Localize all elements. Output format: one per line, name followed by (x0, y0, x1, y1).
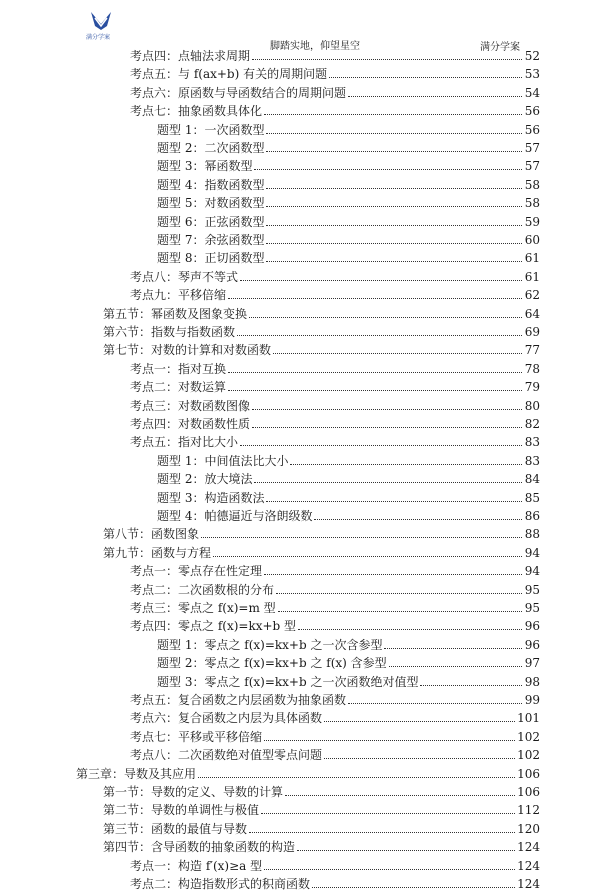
toc-entry[interactable] (157, 506, 540, 524)
toc-dot-leader (290, 464, 522, 465)
toc-entry[interactable] (130, 745, 540, 763)
toc-entry[interactable] (130, 285, 540, 303)
logo-caption: 满分学案 (86, 34, 111, 41)
toc-dot-leader (285, 795, 515, 796)
toc-entry[interactable] (130, 64, 540, 82)
toc-dot-leader (228, 298, 522, 299)
toc-entry-title: 题型 3：构造函数法 (157, 490, 265, 505)
toc-dot-leader (384, 648, 522, 649)
toc-entry[interactable] (103, 819, 540, 837)
toc-dot-leader (264, 869, 515, 870)
toc-entry[interactable] (130, 432, 540, 450)
toc-entry-page: 77 (524, 343, 540, 358)
toc-entry-title: 第三章：导数及其应用 (76, 766, 197, 781)
toc-entry-page: 56 (524, 104, 540, 119)
toc-dot-leader (228, 390, 522, 391)
toc-entry[interactable] (130, 580, 540, 598)
toc-entry-page: 94 (524, 545, 540, 560)
toc-entry-page: 52 (524, 49, 540, 63)
toc-entry[interactable] (157, 248, 540, 266)
toc-entry[interactable] (103, 837, 540, 855)
toc-entry[interactable] (157, 212, 540, 230)
toc-entry-title: 第四节：含导函数的抽象函数的构造 (103, 840, 296, 855)
toc-dot-leader (254, 169, 522, 170)
toc-entry-title: 第一节：导数的定义、导数的计算 (103, 785, 284, 799)
toc-entry-page: 64 (524, 306, 540, 321)
toc-entry[interactable] (130, 46, 540, 64)
toc-entry-title: 题型 5：对数函数型 (157, 196, 265, 211)
toc-entry[interactable] (103, 800, 540, 818)
toc-entry-title: 题型 4：帕德逼近与洛朗级数 (157, 509, 313, 523)
toc-entry-title: 题型 4：指数函数型 (157, 177, 265, 192)
toc-entry[interactable] (130, 377, 540, 395)
toc-dot-leader (261, 813, 515, 814)
toc-entry-page: 53 (524, 67, 540, 82)
toc-dot-leader (297, 850, 515, 851)
toc-entry-page: 102 (517, 729, 540, 744)
toc-dot-leader (240, 445, 522, 446)
toc-entry-title: 考点八：琴声不等式 (130, 269, 239, 284)
toc-entry[interactable] (130, 690, 540, 708)
toc-entry[interactable] (157, 635, 540, 653)
toc-entry[interactable] (157, 451, 540, 469)
toc-entry-page: 54 (524, 85, 540, 100)
header-motto: 脚踏实地，仰望星空 (270, 41, 360, 52)
toc-dot-leader (201, 537, 522, 538)
toc-dot-leader (213, 556, 522, 557)
toc-entry-page: 95 (524, 582, 540, 597)
toc-entry[interactable] (130, 856, 540, 874)
toc-entry-title: 题型 2：零点之 f(x)=kx+b 之 f(x) 含参型 (157, 656, 387, 671)
toc-entry-page: 120 (517, 821, 540, 836)
toc-entry-page: 62 (524, 288, 540, 303)
toc-entry[interactable] (76, 764, 540, 782)
toc-entry[interactable] (130, 598, 540, 616)
toc-entry-page: 124 (517, 877, 540, 891)
toc-entry-title: 题型 3：幂函数型 (157, 159, 253, 174)
toc-dot-leader (420, 685, 522, 686)
toc-entry-page: 97 (524, 656, 540, 671)
toc-entry-page: 59 (524, 214, 540, 229)
toc-entry-title: 题型 7：余弦函数型 (157, 233, 265, 247)
toc-dot-leader (264, 740, 515, 741)
toc-entry-title: 考点五：指对比大小 (130, 435, 239, 450)
toc-entry-page: 69 (524, 325, 540, 339)
toc-dot-leader (237, 335, 522, 336)
toc-dot-leader (312, 887, 515, 888)
toc-entry[interactable] (157, 193, 540, 211)
toc-entry-page: 61 (524, 251, 540, 266)
toc-dot-leader (198, 777, 515, 778)
toc-entry-page: 112 (517, 803, 540, 818)
toc-entry-page: 60 (524, 233, 540, 247)
toc-dot-leader (264, 114, 522, 115)
toc-entry-title: 第五节：幂函数及图象变换 (103, 306, 248, 321)
toc-entry-page: 94 (524, 564, 540, 579)
toc-entry[interactable] (130, 708, 540, 726)
toc-entry[interactable] (157, 175, 540, 193)
toc-entry-page: 78 (524, 361, 540, 376)
toc-dot-leader (240, 280, 522, 281)
toc-entry-page: 80 (524, 398, 540, 413)
toc-entry-title: 考点九：平移倍缩 (130, 288, 227, 303)
toc-dot-leader (348, 703, 522, 704)
toc-dot-leader (249, 832, 515, 833)
toc-entry[interactable] (130, 727, 540, 745)
toc-entry-title: 考点二：对数运算 (130, 380, 227, 395)
toc-entry-title: 考点六：复合函数之内层为具体函数 (130, 711, 323, 726)
toc-entry-page: 95 (524, 601, 540, 615)
toc-entry-title: 考点七：抽象函数具体化 (130, 104, 263, 119)
toc-entry[interactable] (157, 469, 540, 487)
toc-dot-leader (266, 151, 522, 152)
toc-dot-leader (324, 758, 515, 759)
toc-entry-page: 96 (524, 619, 540, 634)
toc-dot-leader (266, 206, 522, 207)
toc-entry-title: 考点一：构造 f′(x)≥a 型 (130, 858, 263, 873)
toc-dot-leader (252, 409, 522, 410)
toc-dot-leader (266, 243, 522, 244)
toc-entry[interactable] (130, 267, 540, 285)
toc-entry[interactable] (157, 138, 540, 156)
toc-entry-title: 题型 1：零点之 f(x)=kx+b 之一次含参型 (157, 637, 383, 652)
toc-entry-title: 第二节：导数的单调性与极值 (103, 803, 260, 818)
toc-entry-page: 88 (524, 527, 540, 542)
toc-entry-page: 124 (517, 858, 540, 873)
toc-entry-title: 考点八：二次函数绝对值型零点问题 (130, 748, 323, 763)
toc-entry-title: 考点七：平移或平移倍缩 (130, 729, 263, 744)
toc-entry-page: 83 (524, 453, 540, 468)
toc-entry-page: 99 (524, 693, 540, 707)
toc-entry-page: 61 (524, 269, 540, 284)
toc-entry-page: 86 (524, 509, 540, 523)
toc-dot-leader (266, 501, 522, 502)
toc-entry-title: 第七节：对数的计算和对数函数 (103, 343, 272, 358)
toc-entry-title: 第六节：指数与指数函数 (103, 325, 236, 339)
toc-entry-page: 56 (524, 122, 540, 137)
toc-entry-title: 考点五：复合函数之内层函数为抽象函数 (130, 693, 347, 707)
toc-entry-title: 考点一：指对互换 (130, 361, 227, 376)
toc-entry-title: 考点二：二次函数根的分布 (130, 582, 275, 597)
toc-entry-page: 124 (517, 840, 540, 855)
toc-entry-title: 第三节：函数的最值与导数 (103, 821, 248, 836)
toc-entry-title: 考点三：对数函数图像 (130, 398, 251, 413)
toc-entry[interactable] (103, 782, 540, 800)
toc-entry-page: 106 (517, 785, 540, 799)
toc-entry[interactable] (130, 874, 540, 892)
toc-entry-page: 58 (524, 196, 540, 211)
toc-entry-title: 考点五：与 f(ax+b) 有关的周期问题 (130, 67, 328, 82)
toc-entry-title: 考点一：零点存在性定理 (130, 564, 263, 579)
toc-dot-leader (278, 611, 522, 612)
toc-dot-leader (254, 482, 522, 483)
toc-dot-leader (264, 574, 522, 575)
toc-entry[interactable] (103, 524, 540, 542)
toc-dot-leader (329, 77, 522, 78)
toc-entry-page: 102 (517, 748, 540, 763)
toc-entry-page: 83 (524, 435, 540, 450)
toc-entry-page: 96 (524, 637, 540, 652)
toc-entry-page: 98 (524, 674, 540, 689)
toc-entry[interactable] (103, 340, 540, 358)
toc-entry-page: 57 (524, 141, 540, 155)
toc-entry[interactable] (157, 120, 540, 138)
toc-entry-title: 第八节：函数图象 (103, 527, 200, 542)
toc-dot-leader (266, 261, 522, 262)
toc-entry-page: 57 (524, 159, 540, 174)
toc-dot-leader (348, 96, 522, 97)
toc-dot-leader (389, 666, 522, 667)
toc-entry[interactable] (130, 101, 540, 119)
toc-entry[interactable] (130, 396, 540, 414)
toc-entry[interactable] (130, 83, 540, 101)
toc-entry-page: 79 (524, 380, 540, 395)
toc-entry[interactable] (130, 616, 540, 634)
toc-dot-leader (266, 133, 522, 134)
toc-entry[interactable] (103, 322, 540, 340)
toc-entry-page: 85 (524, 490, 540, 505)
toc-entry[interactable] (103, 543, 540, 561)
toc-entry[interactable] (130, 561, 540, 579)
toc-entry-title: 第九节：函数与方程 (103, 545, 212, 560)
toc-dot-leader (252, 59, 522, 60)
toc-entry[interactable] (130, 414, 540, 432)
toc-dot-leader (252, 427, 522, 428)
toc-entry-title: 题型 1：中间值法比大小 (157, 453, 289, 468)
toc-entry-page: 82 (524, 417, 540, 431)
toc-dot-leader (276, 593, 522, 594)
toc-entry-title: 考点四：零点之 f(x)=kx+b 型 (130, 619, 297, 634)
toc-dot-leader (324, 721, 515, 722)
toc-entry-title: 考点四：对数函数性质 (130, 417, 251, 431)
toc-dot-leader (314, 519, 522, 520)
toc-entry-title: 题型 6：正弦函数型 (157, 214, 265, 229)
toc-entry[interactable] (157, 672, 540, 690)
toc-dot-leader (273, 353, 522, 354)
toc-entry-title: 题型 1：一次函数型 (157, 122, 265, 137)
toc-entry[interactable] (103, 304, 540, 322)
toc-entry-title: 题型 8：正切函数型 (157, 251, 265, 266)
toc-entry-title: 考点四：点轴法求周期 (130, 49, 251, 63)
toc-dot-leader (298, 629, 522, 630)
toc-entry-title: 题型 2：放大境法 (157, 472, 253, 487)
toc-entry[interactable] (157, 230, 540, 248)
toc-entry-title: 考点二：构造指数形式的积商函数 (130, 877, 311, 891)
toc-entry[interactable] (157, 156, 540, 174)
logo-icon (88, 8, 114, 34)
toc-dot-leader (266, 225, 522, 226)
toc-entry[interactable] (157, 488, 540, 506)
toc-dot-leader (228, 372, 522, 373)
toc-dot-leader (249, 317, 522, 318)
toc-dot-leader (266, 188, 522, 189)
toc-entry[interactable] (130, 359, 540, 377)
toc-entry-page: 58 (524, 177, 540, 192)
toc-entry-page: 84 (524, 472, 540, 487)
toc-entry-title: 考点六：原函数与导函数结合的周期问题 (130, 85, 347, 100)
toc-entry-page: 101 (517, 711, 540, 726)
toc-entry-title: 题型 3：零点之 f(x)=kx+b 之一次函数绝对值型 (157, 674, 419, 689)
toc-entry-title: 题型 2：二次函数型 (157, 141, 265, 155)
toc-entry-page: 106 (517, 766, 540, 781)
toc-entry[interactable] (157, 653, 540, 671)
toc-entry-title: 考点三：零点之 f(x)=m 型 (130, 601, 276, 615)
header-brand: 满分学案 (480, 42, 520, 53)
